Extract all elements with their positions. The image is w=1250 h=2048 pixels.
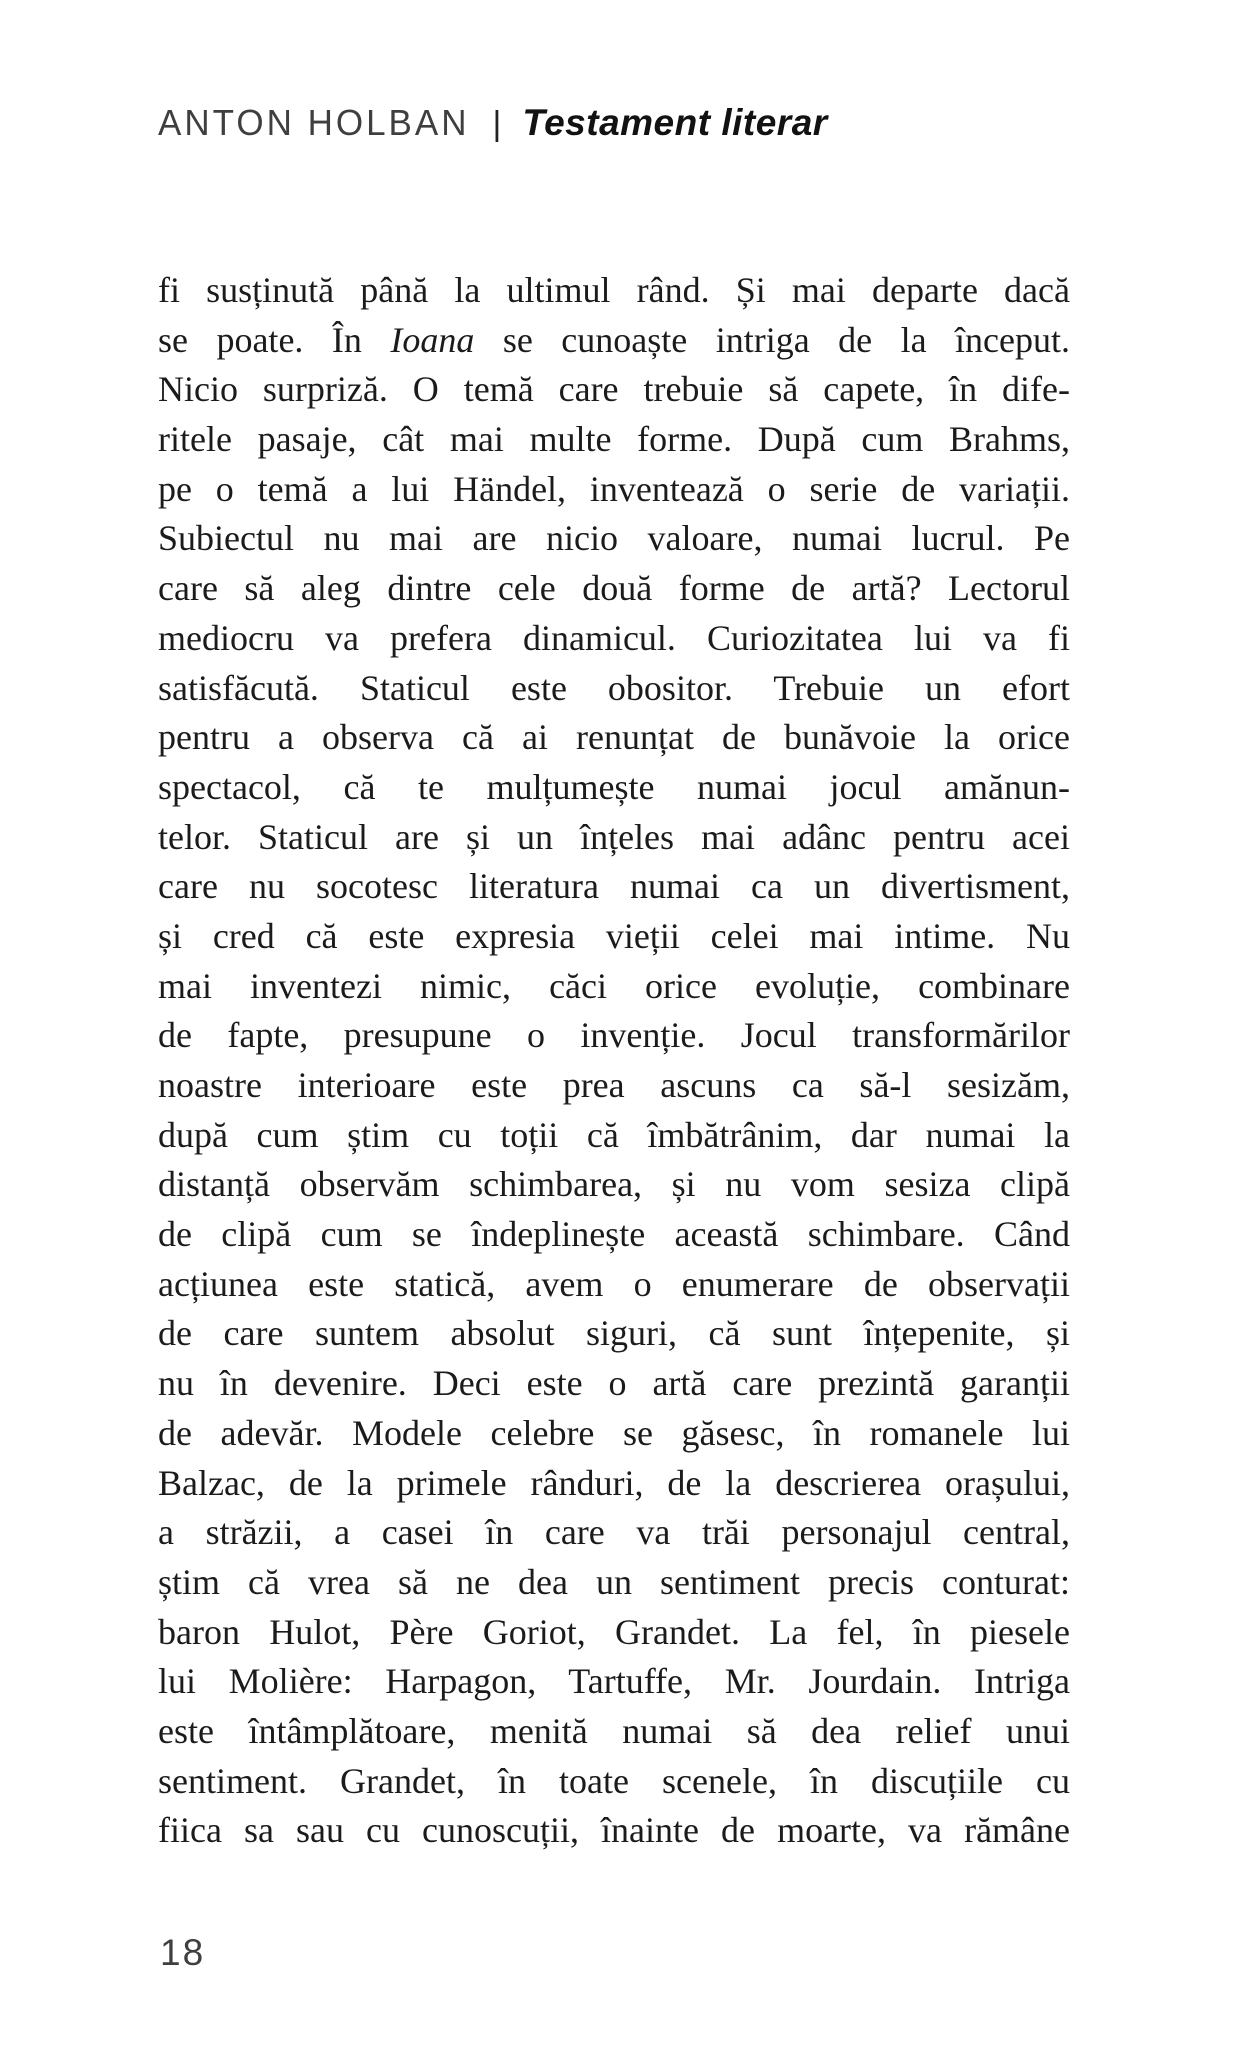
text-line xyxy=(158,316,1070,366)
text-line: și cred că este expresia vieții celei mai intime. Nu xyxy=(158,915,1070,956)
header-book-title: Testament literar xyxy=(522,102,828,143)
text-line: fiica sa sau cu cunoscuții, înainte de moarte, va rămâne xyxy=(158,1810,1070,1851)
text-line: lui Molière: Harpagon, Tartuffe, Mr. Jourdain. Intriga xyxy=(158,1661,1070,1702)
text-line: a străzii, a casei în care va trăi personajul central, xyxy=(158,1512,1070,1553)
text-line: noastre interioare este prea ascuns ca să-l sesizăm, xyxy=(158,1065,1070,1105)
text-line: telor. Staticul are și un înțeles mai adânc pentru acei xyxy=(158,816,1070,857)
text-line: mai inventezi nimic, căci orice evoluție, combinare xyxy=(158,965,1070,1006)
text-line: acțiunea este statică, avem o enumerare de observații xyxy=(158,1263,1070,1304)
header-author-name: ANTON HOLBAN xyxy=(158,103,470,144)
text-line: după cum știm cu toții că îmbătrânim, dar numai la xyxy=(158,1114,1070,1155)
text-line: pentru a observa că ai renunțat de bunăvoie la orice xyxy=(158,717,1070,758)
italic-text: Ioana xyxy=(390,319,475,360)
text-line: fi susținută până la ultimul rând. Și mai departe dacă xyxy=(158,270,1070,310)
text-line: Subiectul nu mai are nicio valoare, numai lucrul. Pe xyxy=(158,518,1070,559)
page-number: 18 xyxy=(160,1932,206,1973)
text-line: Balzac, de la primele rânduri, de la descrierea orașului, xyxy=(158,1462,1070,1503)
text-line: baron Hulot, Père Goriot, Grandet. La fel, în piesele xyxy=(158,1611,1070,1652)
header-separator-bar: | xyxy=(492,105,502,143)
text-line: satisfăcută. Staticul este obositor. Trebuie un efort xyxy=(158,667,1070,708)
text-line: știm că vrea să ne dea un sentiment precis conturat: xyxy=(158,1561,1070,1602)
text-segment: se poate. În xyxy=(158,319,391,360)
text-line: mediocru va prefera dinamicul. Curiozitatea lui va fi xyxy=(158,617,1070,658)
text-line: care nu socotesc literatura numai ca un divertisment, xyxy=(158,866,1070,907)
text-line: pe o temă a lui Händel, inventează o serie de variații. xyxy=(158,468,1070,509)
text-line: care să aleg dintre cele două forme de artă? Lectorul xyxy=(158,568,1070,609)
text-line: de adevăr. Modele celebre se găsesc, în romanele lui xyxy=(158,1412,1070,1453)
body-text xyxy=(158,266,1070,1856)
text-line: distanță observăm schimbarea, și nu vom sesiza clipă xyxy=(158,1164,1070,1205)
running-header xyxy=(158,102,828,144)
text-line: Nicio surpriză. O temă care trebuie să capete, în dife- xyxy=(158,369,1070,410)
text-line: nu în devenire. Deci este o artă care prezintă garanții xyxy=(158,1363,1070,1404)
text-line: este întâmplătoare, menită numai să dea relief unui xyxy=(158,1710,1070,1751)
text-line: de care suntem absolut siguri, că sunt înțepenite, și xyxy=(158,1313,1070,1354)
text-line: de fapte, presupune o invenție. Jocul transformărilor xyxy=(158,1015,1070,1056)
text-line: spectacol, că te mulțumește numai jocul amănun- xyxy=(158,766,1070,807)
text-segment: se cunoaște intriga de la început. xyxy=(474,319,1070,360)
text-line: de clipă cum se îndeplinește această schimbare. Când xyxy=(158,1214,1070,1255)
text-line: sentiment. Grandet, în toate scenele, în discuțiile cu xyxy=(158,1760,1070,1801)
text-line: ritele pasaje, cât mai multe forme. După cum Brahms, xyxy=(158,419,1070,460)
